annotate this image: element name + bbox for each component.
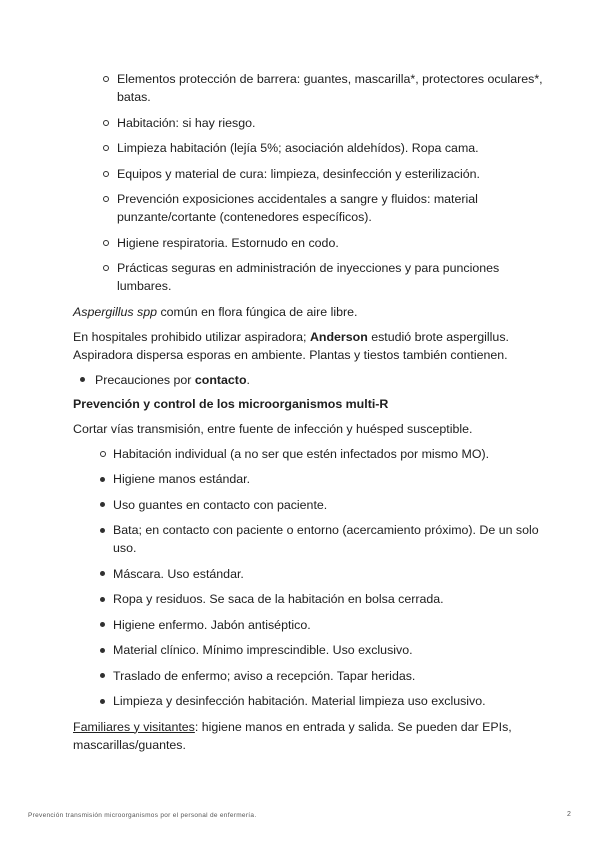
list-item <box>73 590 543 608</box>
list-item-text: Habitación: si hay riesgo. <box>117 115 256 130</box>
bullet-icon <box>100 622 105 627</box>
list-item-text: Máscara. Uso estándar. <box>113 566 244 581</box>
list-item <box>73 667 543 685</box>
circle-bullet-icon <box>103 171 109 177</box>
precauciones-list <box>73 371 543 389</box>
list-item-text: Uso guantes en contacto con paciente. <box>113 497 328 512</box>
list-item-text: Prácticas seguras en administración de inyecciones y para punciones lumbares. <box>117 261 500 293</box>
familiares-underline: Familiares y visitantes <box>73 719 195 734</box>
hospitales-paragraph <box>73 328 543 364</box>
bullet-icon <box>100 699 105 704</box>
aspergillus-paragraph <box>73 303 543 321</box>
aspergillus-italic: Aspergillus spp <box>73 304 158 319</box>
list-item-text: Ropa y residuos. Se saca de la habitación en bolsa cerrada. <box>113 592 444 606</box>
list-item-text: Higiene respiratoria. Estornudo en codo. <box>117 235 339 250</box>
list-item-text: Bata; en contacto con paciente o entorno (acercamiento próximo). De un solo uso. <box>113 523 539 555</box>
aspergillus-rest: común en flora fúngica de aire libre. <box>157 304 358 319</box>
list-item-text: Habitación individual (a no ser que estén infectados por mismo MO). <box>113 446 490 461</box>
precauciones-bold: contacto <box>194 372 247 387</box>
circle-bullet-icon <box>103 120 109 126</box>
list-item <box>73 470 543 488</box>
precauciones-post: . <box>246 372 250 387</box>
hospitales-pre: En hospitales prohibido utilizar aspiradora; <box>73 329 310 344</box>
bullet-icon <box>100 673 105 678</box>
bullet-icon <box>100 597 105 602</box>
list-item <box>73 616 543 634</box>
bullet-icon <box>100 571 105 576</box>
list-item <box>73 234 543 252</box>
list-item-text: Limpieza y desinfección habitación. Material limpieza uso exclusivo. <box>113 694 486 708</box>
list-item-text: Equipos y material de cura: limpieza, desinfección y esterilización. <box>117 166 480 181</box>
bullet-icon <box>100 502 105 507</box>
familiares-paragraph <box>73 718 543 754</box>
circle-bullet-icon <box>100 451 106 457</box>
list-item <box>73 70 543 106</box>
list-item-text: Higiene manos estándar. <box>113 472 251 486</box>
precauciones-pre: Precauciones por <box>95 372 195 387</box>
circle-bullet-icon <box>103 196 109 202</box>
list-item <box>73 565 543 583</box>
list-item <box>73 114 543 132</box>
hospitales-post: estudió brote aspergillus. Aspiradora dispersa esporas en ambiente. Plantas y tiestos también contienen. <box>73 329 509 362</box>
list-item <box>73 371 543 389</box>
list-item <box>73 259 543 295</box>
multir-list <box>73 445 543 711</box>
list-item <box>73 521 543 557</box>
familiares-rest: : higiene manos en entrada y salida. Se pueden dar EPIs, mascarillas/guantes. <box>73 719 512 752</box>
circle-bullet-icon <box>103 240 109 246</box>
list-item-text: Limpieza habitación (lejía 5%; asociación aldehídos). Ropa cama. <box>117 141 479 155</box>
list-item <box>73 641 543 659</box>
hospitales-bold: Anderson <box>309 329 368 344</box>
bullet-icon <box>100 528 105 533</box>
circle-bullet-icon <box>103 265 109 271</box>
bullet-icon <box>100 477 105 482</box>
list-item <box>73 190 543 226</box>
page-number: 2 <box>567 811 571 818</box>
list-item-text: Higiene enfermo. Jabón antiséptico. <box>113 617 311 632</box>
cortar-paragraph: Cortar vías transmisión, entre fuente de infección y huésped susceptible. <box>73 421 473 436</box>
list-item-text: Elementos protección de barrera: guantes, mascarilla*, protectores oculares*, batas. <box>117 72 543 104</box>
circle-bullet-icon <box>103 76 109 82</box>
list-item <box>73 165 543 183</box>
list-item-text: Traslado de enfermo; aviso a recepción. Tapar heridas. <box>113 668 416 683</box>
list-item <box>73 692 543 710</box>
content-area <box>73 70 543 761</box>
bullet-icon <box>100 648 105 653</box>
list-item <box>73 445 543 463</box>
bullet-icon <box>80 377 85 382</box>
footer-text: Prevención transmisión microorganismos por el personal de enfermería. <box>28 812 257 819</box>
list-item-text: Material clínico. Mínimo imprescindible. Uso exclusivo. <box>113 643 413 657</box>
circle-bullet-icon <box>103 145 109 151</box>
list-item <box>73 496 543 514</box>
list-item-text: Prevención exposiciones accidentales a sangre y fluidos: material punzante/cortante (contenedores específicos). <box>117 192 478 224</box>
list-item <box>73 139 543 157</box>
barrier-list <box>73 70 543 295</box>
section-heading: Prevención y control de los microorganismos multi-R <box>73 396 389 411</box>
